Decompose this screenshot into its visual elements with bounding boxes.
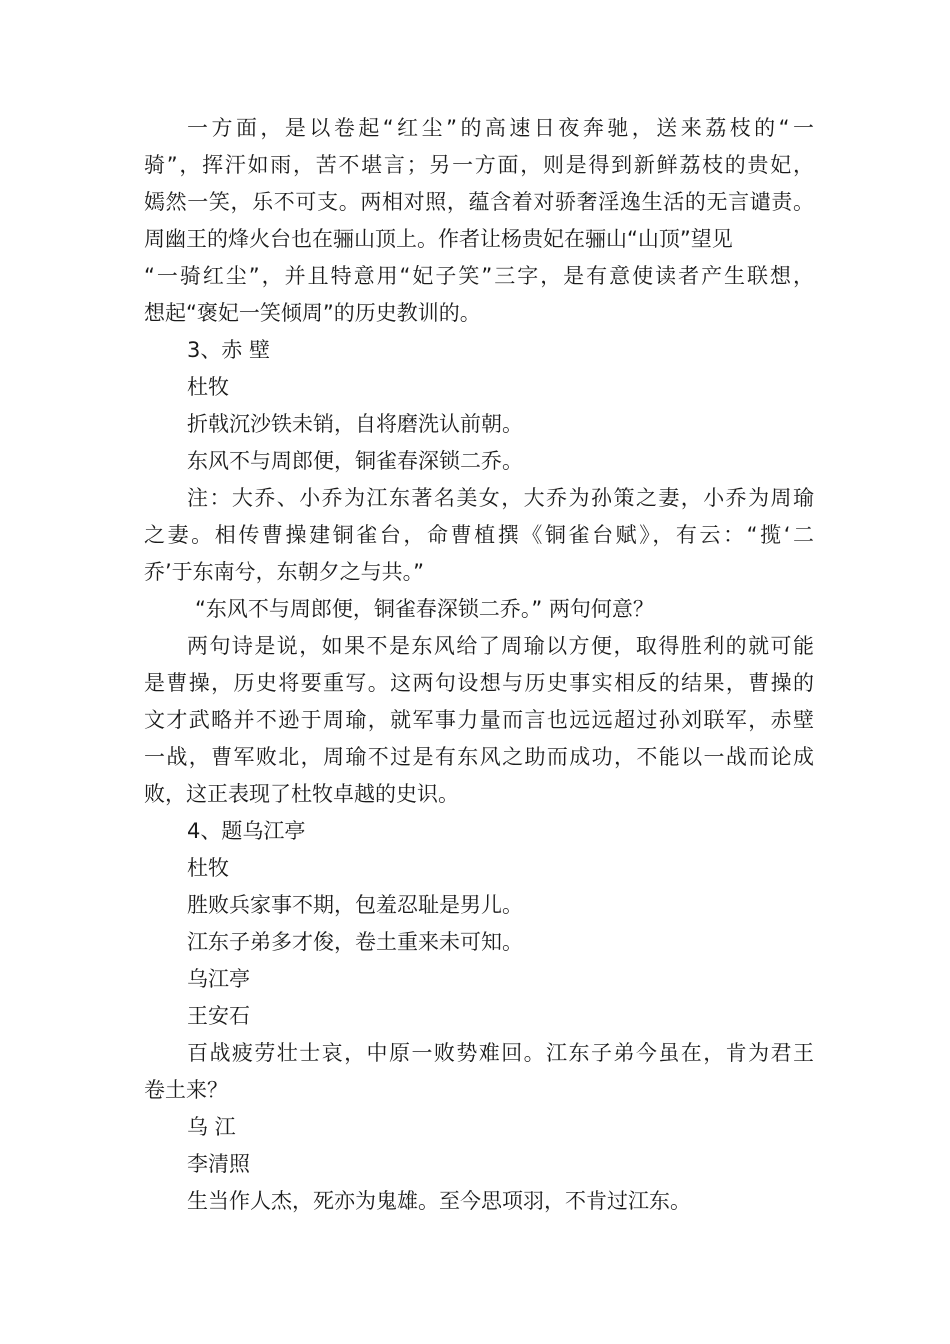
poem-line: 百战疲劳壮士哀，中原一败势难回。江东子弟今虽在，肯为君王	[187, 1041, 814, 1065]
poem-line: 卷土来？	[144, 1078, 228, 1102]
poem-title: 乌江亭	[187, 967, 250, 991]
body-line: 文才武略并不逊于周瑜，就军事力量而言也远远超过孙刘联军，赤壁	[144, 708, 814, 732]
note-line: 乔’于东南兮，东朝夕之与共。”	[144, 560, 425, 584]
section-heading: 4、题乌江亭	[187, 819, 306, 843]
poem-author: 杜牧	[187, 856, 229, 880]
poem-line: 胜败兵家事不期，包羞忍耻是男儿。	[187, 893, 523, 917]
poem-author: 王安石	[187, 1004, 250, 1028]
body-line: 嫣然一笑，乐不可支。两相对照，蕴含着对骄奢淫逸生活的无言谴责。	[144, 190, 814, 214]
poem-line: 江东子弟多才俊，卷土重来未可知。	[187, 930, 523, 954]
body-line: “一骑红尘”，并且特意用“妃子笑”三字，是有意使读者产生联想，	[144, 264, 814, 288]
body-line: 一战，曹军败北，周瑜不过是有东风之助而成功，不能以一战而论成	[144, 745, 814, 769]
section-heading: 3、赤 壁	[187, 338, 271, 362]
poem-title: 乌 江	[187, 1115, 236, 1139]
poem-author: 杜牧	[187, 375, 229, 399]
poem-line: 折戟沉沙铁未销，自将磨洗认前朝。	[187, 412, 523, 436]
body-line: 周幽王的烽火台也在骊山顶上。作者让杨贵妃在骊山“山顶”望见	[144, 227, 733, 251]
question-line: “东风不与周郎便，铜雀春深锁二乔。” 两句何意？	[195, 597, 654, 621]
body-line: 败，这正表现了杜牧卓越的史识。	[144, 782, 459, 806]
poem-line: 东风不与周郎便，铜雀春深锁二乔。	[187, 449, 523, 473]
document-page	[144, 110, 814, 1220]
body-line: 是曹操，历史将要重写。这两句设想与历史事实相反的结果，曹操的	[144, 671, 814, 695]
body-line: 想起“褒妃一笑倾周”的历史教训的。	[144, 301, 481, 325]
poem-line: 生当作人杰，死亦为鬼雄。至今思项羽，不肯过江东。	[187, 1189, 691, 1213]
note-line: 之妻。相传曹操建铜雀台，命曹植撰《铜雀台赋》，有云：“揽‘二	[144, 523, 814, 547]
body-line: 一方面，是以卷起“红尘”的高速日夜奔驰，送来荔枝的“一	[187, 116, 814, 140]
body-line: 骑”，挥汗如雨，苦不堪言；另一方面，则是得到新鲜荔枝的贵妃，	[144, 153, 814, 177]
note-line: 注：大乔、小乔为江东著名美女，大乔为孙策之妻，小乔为周瑜	[187, 486, 814, 510]
body-line: 两句诗是说，如果不是东风给了周瑜以方便，取得胜利的就可能	[187, 634, 814, 658]
poem-author: 李清照	[187, 1152, 250, 1176]
